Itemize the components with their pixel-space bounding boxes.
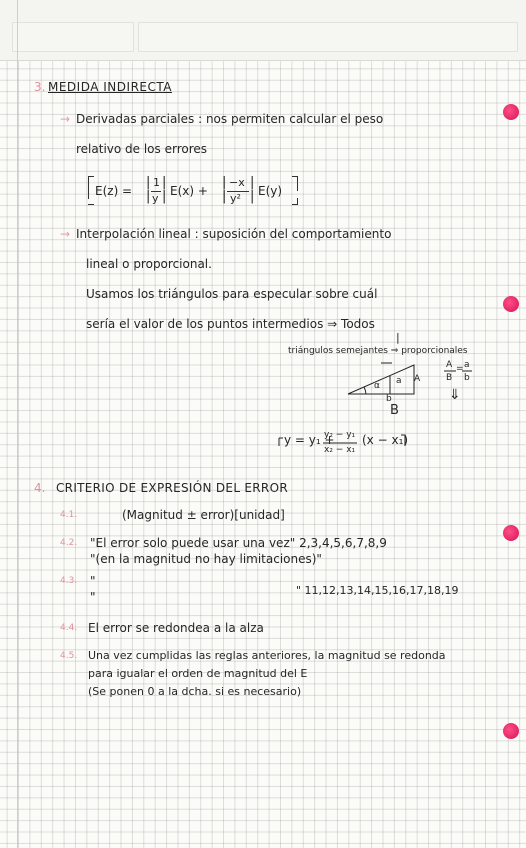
side-B-label: B (390, 403, 399, 418)
item-4-2-number: 4.2. (60, 538, 78, 548)
angle-alpha-label: α (374, 381, 380, 391)
ratio-B: B (446, 373, 453, 383)
side-a-label: a (396, 376, 402, 386)
formula-lhs: E(z) = (95, 184, 133, 198)
ratio-a: a (464, 360, 470, 370)
formula-frac2-denominator: y² (230, 192, 241, 205)
paragraph-line-1: Usamos los triángulos para especular sobre cuál (86, 287, 378, 301)
formula-frac1-denominator: y (152, 192, 159, 205)
item-4-5-number: 4.5. (60, 651, 78, 661)
implies-arrow: ⇓ (449, 387, 461, 403)
bullet-1-line-1: Derivadas parciales : nos permiten calcular el peso (76, 112, 384, 126)
item-4-3-number: 4.3. (60, 576, 78, 586)
interp-denominator: x₂ − x₁ (324, 445, 356, 455)
item-4-5-line-1: Una vez cumplidas las reglas anteriores, la magnitud se redonda (88, 649, 446, 662)
section-3-title: MEDIDA INDIRECTA (48, 80, 172, 94)
side-A-label: A (414, 374, 421, 384)
item-4-3-ditto: " (90, 590, 96, 604)
item-4-3-right: " 11,12,13,14,15,16,17,18,19 (296, 584, 459, 597)
formula-frac2-numerator: −x (229, 176, 245, 189)
item-4-1-number: 4.1. (60, 510, 78, 520)
bullet-2-line-2: lineal o proporcional. (86, 257, 212, 271)
item-4-1-text: (Magnitud ± error)[unidad] (122, 508, 285, 522)
paragraph-line-2: sería el valor de los puntos intermedios ⇒ Todos (86, 317, 375, 331)
side-b-label: b (386, 394, 392, 404)
interp-lhs: y = y₁ + (284, 433, 335, 447)
bullet-2-line-1: Interpolación lineal : suposición del comportamiento (76, 227, 392, 241)
section-3-number: 3. (34, 80, 46, 94)
item-4-4-text: El error se redondea a la alza (88, 621, 264, 635)
bullet-arrow-1: → (60, 112, 71, 126)
item-4-5-line-2: para igualar el orden de magnitud del E (88, 667, 308, 680)
item-4-2-line-1: "El error solo puede usar una vez" 2,3,4,5,6,7,8,9 (90, 536, 387, 550)
section-4-number: 4. (34, 481, 46, 495)
formula-term-2: E(y) (258, 184, 283, 198)
bullet-1-line-2: relativo de los errores (76, 142, 208, 156)
ratio-A: A (446, 360, 453, 370)
notebook-page: 3. MEDIDA INDIRECTA → Derivadas parciales : nos permiten calcular el peso relativo de los errores E(z) = | | 1 y | | E(x) + | | −x y² | | E(y) → Interpolación lineal : suposición del comportamiento lineal o proporcional. Usamos los triángulos para especular sobre cuál sería el valor de los puntos intermedios ⇒ Todos | triángulos semejantes ⇒ proporcionales α a A b B A = a B b ⇓ y = y₁ + y₂ − y₁ x₂ − x₁ (x − x₁) 4. CRITERIO DE EXPRESIÓN DEL ERROR 4.1. (Magnitud ± error)[unidad] 4.2. "El error solo puede usar una vez" 2,3,4,5,6,7,8,9 "(en la magnitud no hay limitaciones)" 4.3. " " " 11,12,13,14,15,16,17,18,19 4.4. El error se redondea a la alza 4.5. Una vez cumplidas las reglas anteriores, la magnitud se redonda para igualar el orden de magnitud del E (Se ponen 0 a la dcha. si es necesario) (0, 0, 526, 848)
bullet-arrow-2: → (60, 227, 71, 241)
interp-numerator: y₂ − y₁ (324, 430, 356, 440)
item-4-2-line-2: "(en la magnitud no hay limitaciones)" (90, 552, 322, 566)
section-4-title: CRITERIO DE EXPRESIÓN DEL ERROR (56, 481, 288, 495)
item-4-5-line-3: (Se ponen 0 a la dcha. si es necesario) (88, 685, 302, 698)
triangles-note: triángulos semejantes ⇒ proporcionales (288, 346, 468, 356)
interp-tail: (x − x₁) (362, 433, 409, 447)
formula-frac1-numerator: 1 (153, 176, 160, 189)
ratio-b: b (464, 373, 470, 383)
formula-term-1: E(x) + (170, 184, 208, 198)
item-4-3-quote-open: " (90, 574, 96, 588)
outer-triangle (348, 365, 414, 394)
angle-alpha-arc (364, 387, 366, 394)
item-4-4-number: 4.4. (60, 623, 78, 633)
